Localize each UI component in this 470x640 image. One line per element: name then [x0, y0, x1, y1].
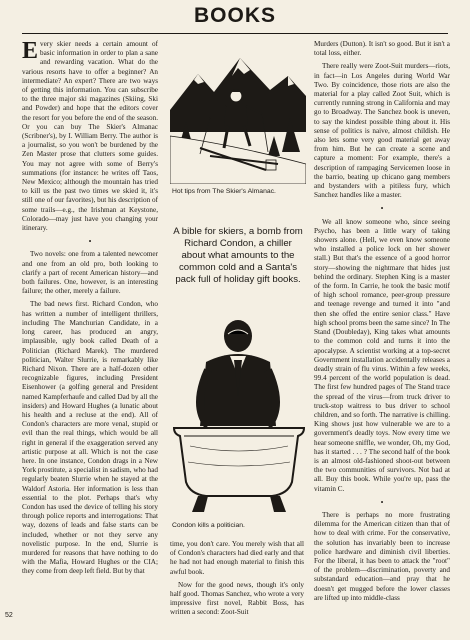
right-paragraph-1: Murders (Dutton). It isn't so good. But it isn't a total loss, either. [314, 40, 450, 58]
section-divider: • [88, 237, 92, 247]
section-divider: • [380, 204, 384, 214]
drop-cap: E [22, 40, 39, 64]
middle-paragraph-2: Now for the good news, though it's only half good. Thomas Sanchez, who wrote a very impressive first novel, Rabbit Boss, has written a second: Zoot-Suit [170, 580, 304, 617]
pull-quote: A bible for skiers, a bomb from Richard Condon, a chiller about what amounts to the common cold and a Santa's pack full of holiday gift books. [173, 226, 303, 285]
right-paragraph-2: There really were Zoot-Suit murders—riots, in fact—in Los Angeles during World War Two. By coincidence, those riots are also the material for a play called Zoot Suit, which is currently running strong in California and may go to Broadway. The Sanchez book is uneven, to say the kindest possible thing about it. His sense of politics is naive, almost childish. He also lets some very good material get away from him. But he can create a scene and capture a moment: For example, there's a description of rampaging Servicemen loose in the barrio, beating up chicano gang members and bystanders with a pitiless fury, which Sanchez handles like a master. [314, 62, 450, 200]
left-paragraph-3: The bad news first. Richard Condon, who has written a number of intelligent thrillers, including The Manchurian Candidate, in a long career, has produced an angry, implausible, ugly book called Death of a Politician (Richard Marek). The murdered politician, Walter Slurrie, is remarkably like Richard Nixon. There are a half-dozen other recognizable figures, including President Eisenhower (a golfing general and President named Kampferhaufe and called Dad by all the insiders) and Howard Hughes (a lunatic about his health and a recluse at the end). All of Condon's characters are more venal, stupid or evil than the real things, which would be all right in general if the exaggeration served any artistic purpose at all. Which is not the case here. In one instance, Condon drags in a New York prostitute, a specialist in sadism, who had regularly beaten Slurrie when he stayed at the Waldorf Astoria. Her information is less than essential to the plot. Perhaps that's why Condon has used the device of telling his story through police reports and interrogations: That way, dozens of leads and false starts can be included, whether or not they serve any novelistic purpose. In the end, Slurrie is murdered for reasons that have nothing to do with the Mafia, Howard Hughes or the CIA; they come from deep left field. But by that [22, 300, 158, 576]
middle-column-text [170, 540, 304, 636]
right-paragraph-4: There is perhaps no more frustrating dilemma for the American citizen than that of how to deal with crime. For the conservative, the solution has invariably been to increase police hardware and diminish civil liberties. For the liberal, it has been to attack the "root" of the problem—discrimination, poverty and substandard education—and pray that he doesn't get mugged before the lower classes are lifted up into middle-class [314, 510, 450, 602]
left-paragraph-2: Two novels: one from a talented newcomer and one from an old pro, both looking to clarify a part of recent American history—and both failures. One, however, is an interesting failure; the other, merely a failure. [22, 250, 158, 296]
left-column [22, 40, 158, 636]
bathtub-caption: Condon kills a politician. [172, 522, 245, 529]
left-paragraph-1 [22, 40, 158, 233]
page-number: 52 [5, 612, 13, 619]
ski-illustration-caption: Hot tips from The Skier's Almanac. [172, 188, 276, 195]
right-paragraph-3: We all know someone who, since seeing Psycho, has been a little wary of taking showers alone. (Hell, we even know someone who installed a police lock on her shower stall.) But that's the essence of a good horror story—showing the nightmare that hides just behind the ordinary. Stephen King is a master of the form. In Carrie, he took the basic motif of high school romance, peer-group pressure and teenage revenge and turned it into "and then she offed the entire senior class." Have high school proms been the same since? In The Stand (Doubleday), King takes what amounts to the common cold and turns it into the apocalypse. A scientist working at a top-secret Government installation accidentally releases a deadly strain of flu virus. Within a few weeks, 99.4 percent of the world population is dead. The first few hundred pages of The Stand trace the spread of the virus—from truck driver to truck-stop waitress to bus driver to school children, and so forth. The narrative is chilling. King shows just how vulnerable we are to a government's deadly toys. Now every time we hear someone sniffle, we wonder, Oh, my God, has it started . . . ? The second half of the book is an almost old-fashioned shoot-out between the two communities of survivors. Not bad at all. Buy this book. While you're up, pass the vitamin C. [314, 217, 450, 493]
section-title: BOOKS [193, 4, 276, 27]
right-column [314, 40, 450, 636]
middle-paragraph-1: time, you don't care. You merely wish that all of Condon's characters had died early and that he had not had enough material to finish this awful book. [170, 540, 304, 576]
section-divider: • [380, 497, 384, 507]
bathtub-illustration [168, 306, 310, 520]
left-paragraph-1-text: very skier needs a certain amount of basic information in order to plan a sane and rewarding vacation. What do the various resorts have to offer a beginner? An intermediate? An expert? There are two ways of getting this information. You can subscribe to the three major ski magazines (Skiing, Ski and Powder) and hope that the editors cover the resort for you before the end of the season. Or you can buy The Skier's Almanac (Scribner's), by I. William Berry. The author is a journalist, so you won't be burdened by the Zen Master prose that clutters some guides. You may not agree with some of Berry's summations (for instance: he writes off Taos, New Mexico; although the mountain has tried to kill us the past two times we skied it, it's still one of our favorites), but his description of some trails—e.g., the Irishman at Keystone, Colorado—may just have you changing your itinerary. [22, 40, 158, 233]
header-rule [22, 33, 448, 34]
skier-illustration [170, 52, 306, 184]
